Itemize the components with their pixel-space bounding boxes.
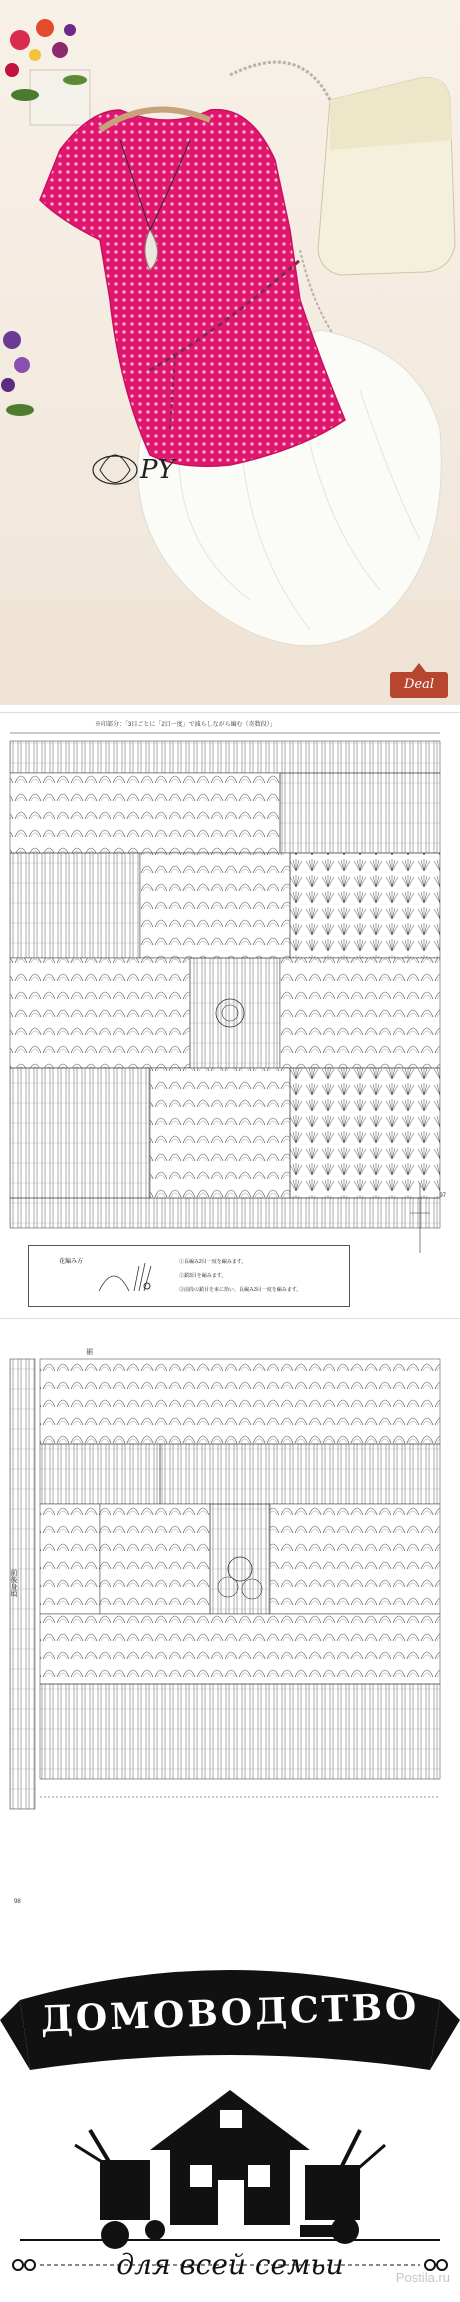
stitch-legend — [28, 1245, 350, 1307]
sewing-items-icon — [75, 2130, 165, 2249]
house-icon — [150, 2090, 310, 2225]
white-clutch — [318, 78, 455, 275]
crochet-chart-page-1 — [0, 712, 460, 1311]
chart-header-note: ※印部分：「3目ごとに「2目一度」で減らしながら編む（奇数段）」 — [95, 722, 276, 728]
logo-title: ДОМОВОДСТВО — [40, 1985, 420, 2041]
logo-subtitle: для всей семьи — [116, 2248, 344, 2281]
legend-line-1: ①長編み2目一度を編みます。 — [179, 1259, 247, 1265]
page-number: 98 — [14, 1899, 21, 1905]
legend-title: 花編み方 — [59, 1259, 84, 1265]
crochet-chart-page-2 — [0, 1318, 460, 1917]
legend-line-3: ③前段の鎖目を束に拾い、長編み3目一度を編みます。 — [179, 1287, 302, 1293]
legend-line-2: ②鎖3目を編みます。 — [179, 1273, 227, 1279]
knitting-items-icon — [300, 2130, 385, 2244]
crochet-diagram-1 — [0, 713, 460, 1311]
side-flowers — [1, 331, 34, 416]
flower-bouquet — [5, 19, 90, 125]
watermark: Postila.ru — [395, 2270, 450, 2285]
domovodstvo-logo — [0, 1930, 460, 2302]
page-number: 97 — [439, 1193, 446, 1199]
legend-diagram — [89, 1251, 169, 1301]
deal-badge[interactable]: Deal — [390, 672, 448, 698]
chart-side-label: 前後身頃 — [10, 1569, 17, 1597]
chart-top-label: 裾 — [86, 1349, 93, 1356]
photo-illustration — [0, 0, 460, 705]
crochet-top — [40, 110, 345, 467]
product-photo — [0, 0, 460, 705]
svg-text:PY: PY — [140, 455, 175, 485]
brand-logo — [93, 455, 177, 485]
crochet-diagram-2 — [0, 1319, 460, 1917]
